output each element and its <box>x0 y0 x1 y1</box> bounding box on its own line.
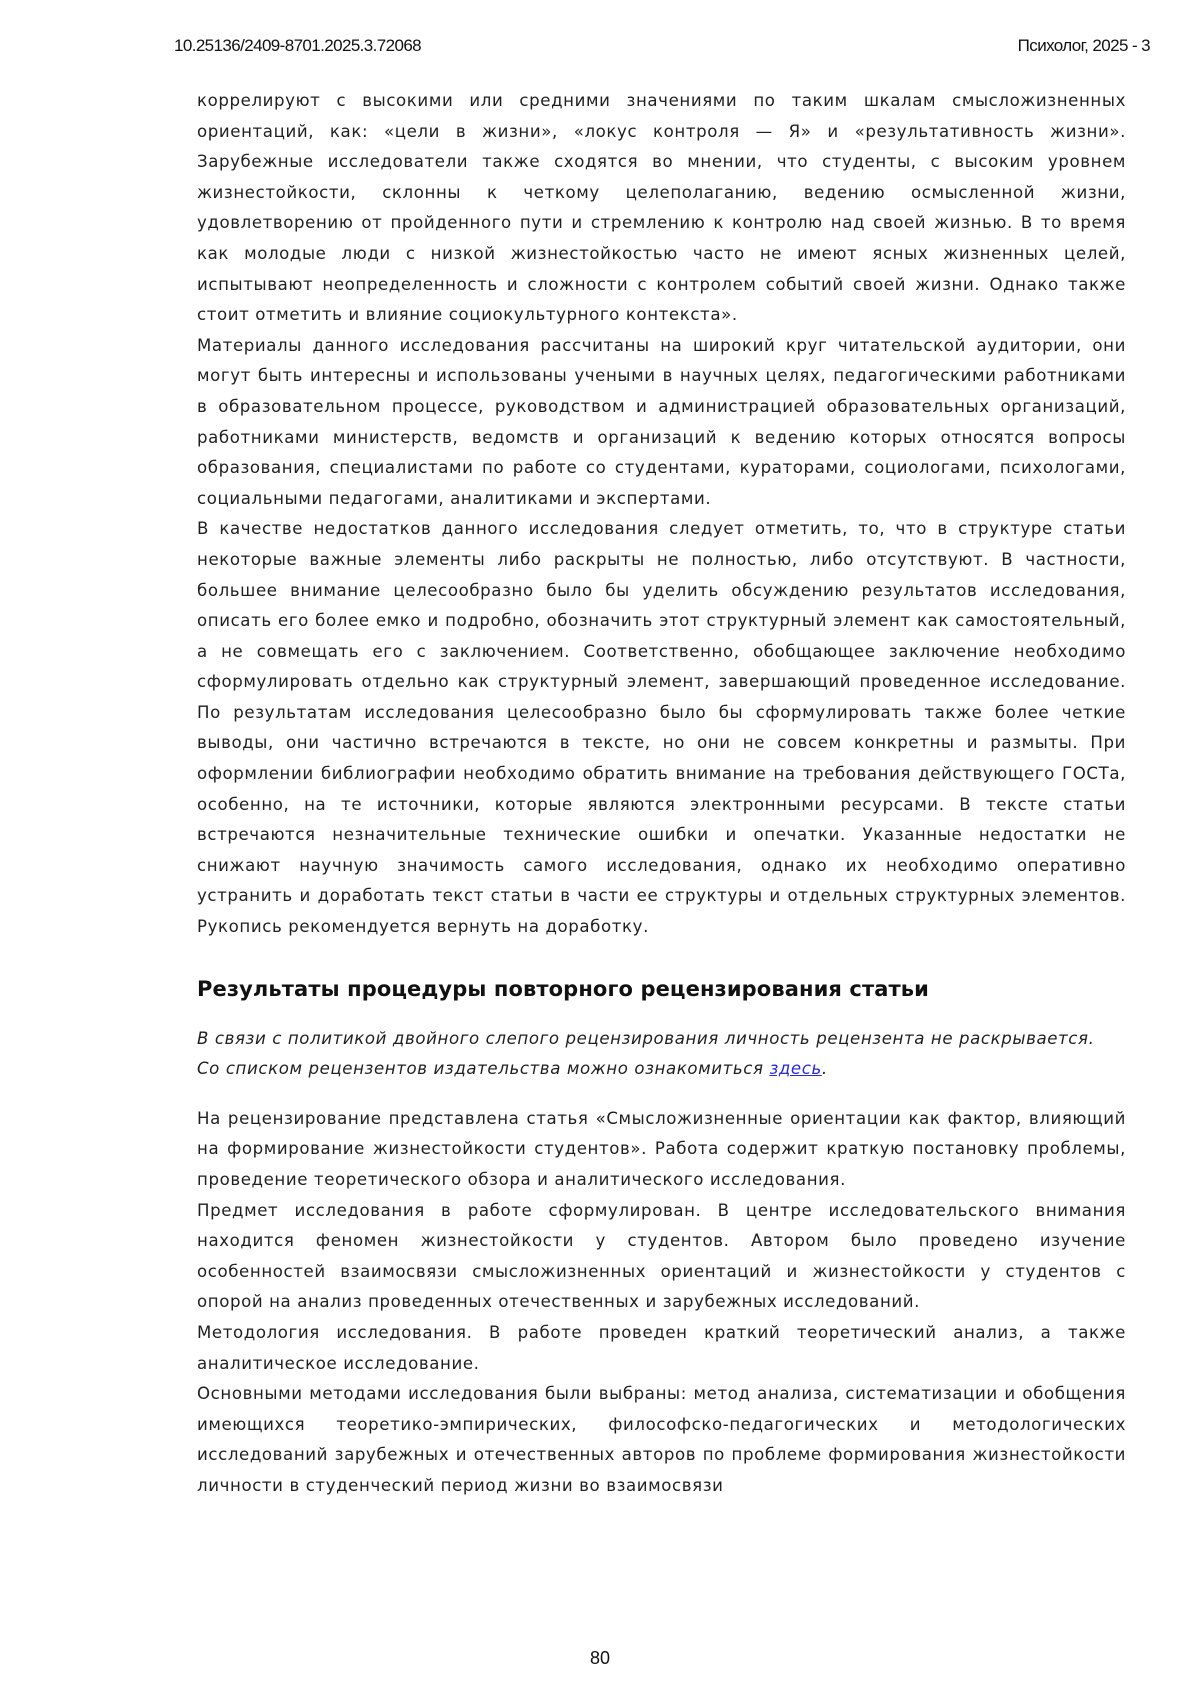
body-paragraph: На рецензирование представлена статья «Смысложизненные ориентации как фактор, влияющий на формирование жизнестойкости студентов». Работа содержит краткую постановку проблемы, проведение теоретического обзора и аналитического исследования. <box>197 1108 1126 1189</box>
reviewers-list-link[interactable]: здесь <box>769 1059 822 1079</box>
doi-label: 10.25136/2409-8701.2025.3.72068 <box>174 36 422 55</box>
running-header <box>174 36 1150 64</box>
blind-review-notice: В связи с политикой двойного слепого рецензирования личность рецензента не раскрывается. <box>197 1028 1095 1048</box>
reviewers-list-end: . <box>821 1059 828 1079</box>
body-paragraph: коррелируют с высокими или средними значениями по таким шкалам смысложизненных ориентаций, как: «цели в жизни», «локус контроля — Я» и «результативность жизни». Зарубежные исследователи также сходятся во мнении, что студенты, с высоким уровнем жизнестойкости, склонны к четкому целеполаганию, ведению осмысленной жизни, удовлетворению от пройденного пути и стремлению к контролю над своей жизнью. В то время как молодые люди с низкой жизнестойкостью часто не имеют ясных жизненных целей, испытывают неопределенность и сложности с контролем событий своей жизни. Однако также стоит отметить и влияние социокультурного контекста». <box>197 91 1126 325</box>
reviewers-list-note <box>197 1054 1126 1085</box>
article-body <box>197 86 1126 1502</box>
body-paragraph: Материалы данного исследования рассчитаны на широкий круг читательской аудитории, они могут быть интересны и использованы учеными в научных целях, педагогическими работниками в образовательном процессе, руководством и администрацией образовательных организаций, работниками министерств, ведомств и организаций к ведению которых относятся вопросы образования, специалистами по работе со студентами, кураторами, социологами, психологами, социальными педагогами, аналитиками и экспертами. <box>197 335 1126 508</box>
section-heading: Результаты процедуры повторного рецензирования статьи <box>197 976 929 1001</box>
body-paragraph: В качестве недостатков данного исследования следует отметить, то, что в структуре статьи некоторые важные элементы либо раскрыты не полностью, либо отсутствуют. В частности, большее внимание целесообразно было бы уделить обсуждению результатов исследования, описать его более емко и подробно, обозначить этот структурный элемент как самостоятельный, а не совмещать его с заключением. Соответственно, обобщающее заключение необходимо сформулировать отдельно как структурный элемент, завершающий проведенное исследование. По результатам исследования целесообразно было бы сформулировать также более четкие выводы, они частично встречаются в тексте, но они не совсем конкретны и размыты. При оформлении библиографии необходимо обратить внимание на требования действующего ГОСТа, особенно, на те источники, которые являются электронными ресурсами. В тексте статьи встречаются незначительные технические ошибки и опечатки. Указанные недостатки не снижают научную значимость самого исследования, однако их необходимо оперативно устранить и доработать текст статьи в части ее структуры и отдельных структурных элементов. Рукопись рекомендуется вернуть на доработку. <box>197 519 1126 937</box>
body-paragraph: Методология исследования. В работе проведен краткий теоретический анализ, а также аналитическое исследование. <box>197 1322 1126 1373</box>
body-paragraph: Предмет исследования в работе сформулирован. В центре исследовательского внимания находится феномен жизнестойкости у студентов. Автором было проведено изучение особенностей взаимосвязи смысложизненных ориентаций и жизнестойкости у студентов с опорой на анализ проведенных отечественных и зарубежных исследований. <box>197 1200 1126 1312</box>
page-number: 80 <box>589 1648 611 1668</box>
reviewers-list-text: Со списком рецензентов издательства можно ознакомиться <box>197 1059 770 1079</box>
journal-issue-label: Психолог, 2025 - 3 <box>1017 36 1150 55</box>
body-paragraph: Основными методами исследования были выбраны: метод анализа, систематизации и обобщения имеющихся теоретико-эмпирических, философско-педагогических и методологических исследований зарубежных и отечественных авторов по проблеме формирования жизнестойкости личности в студенческий период жизни во взаимосвязи <box>197 1384 1126 1495</box>
